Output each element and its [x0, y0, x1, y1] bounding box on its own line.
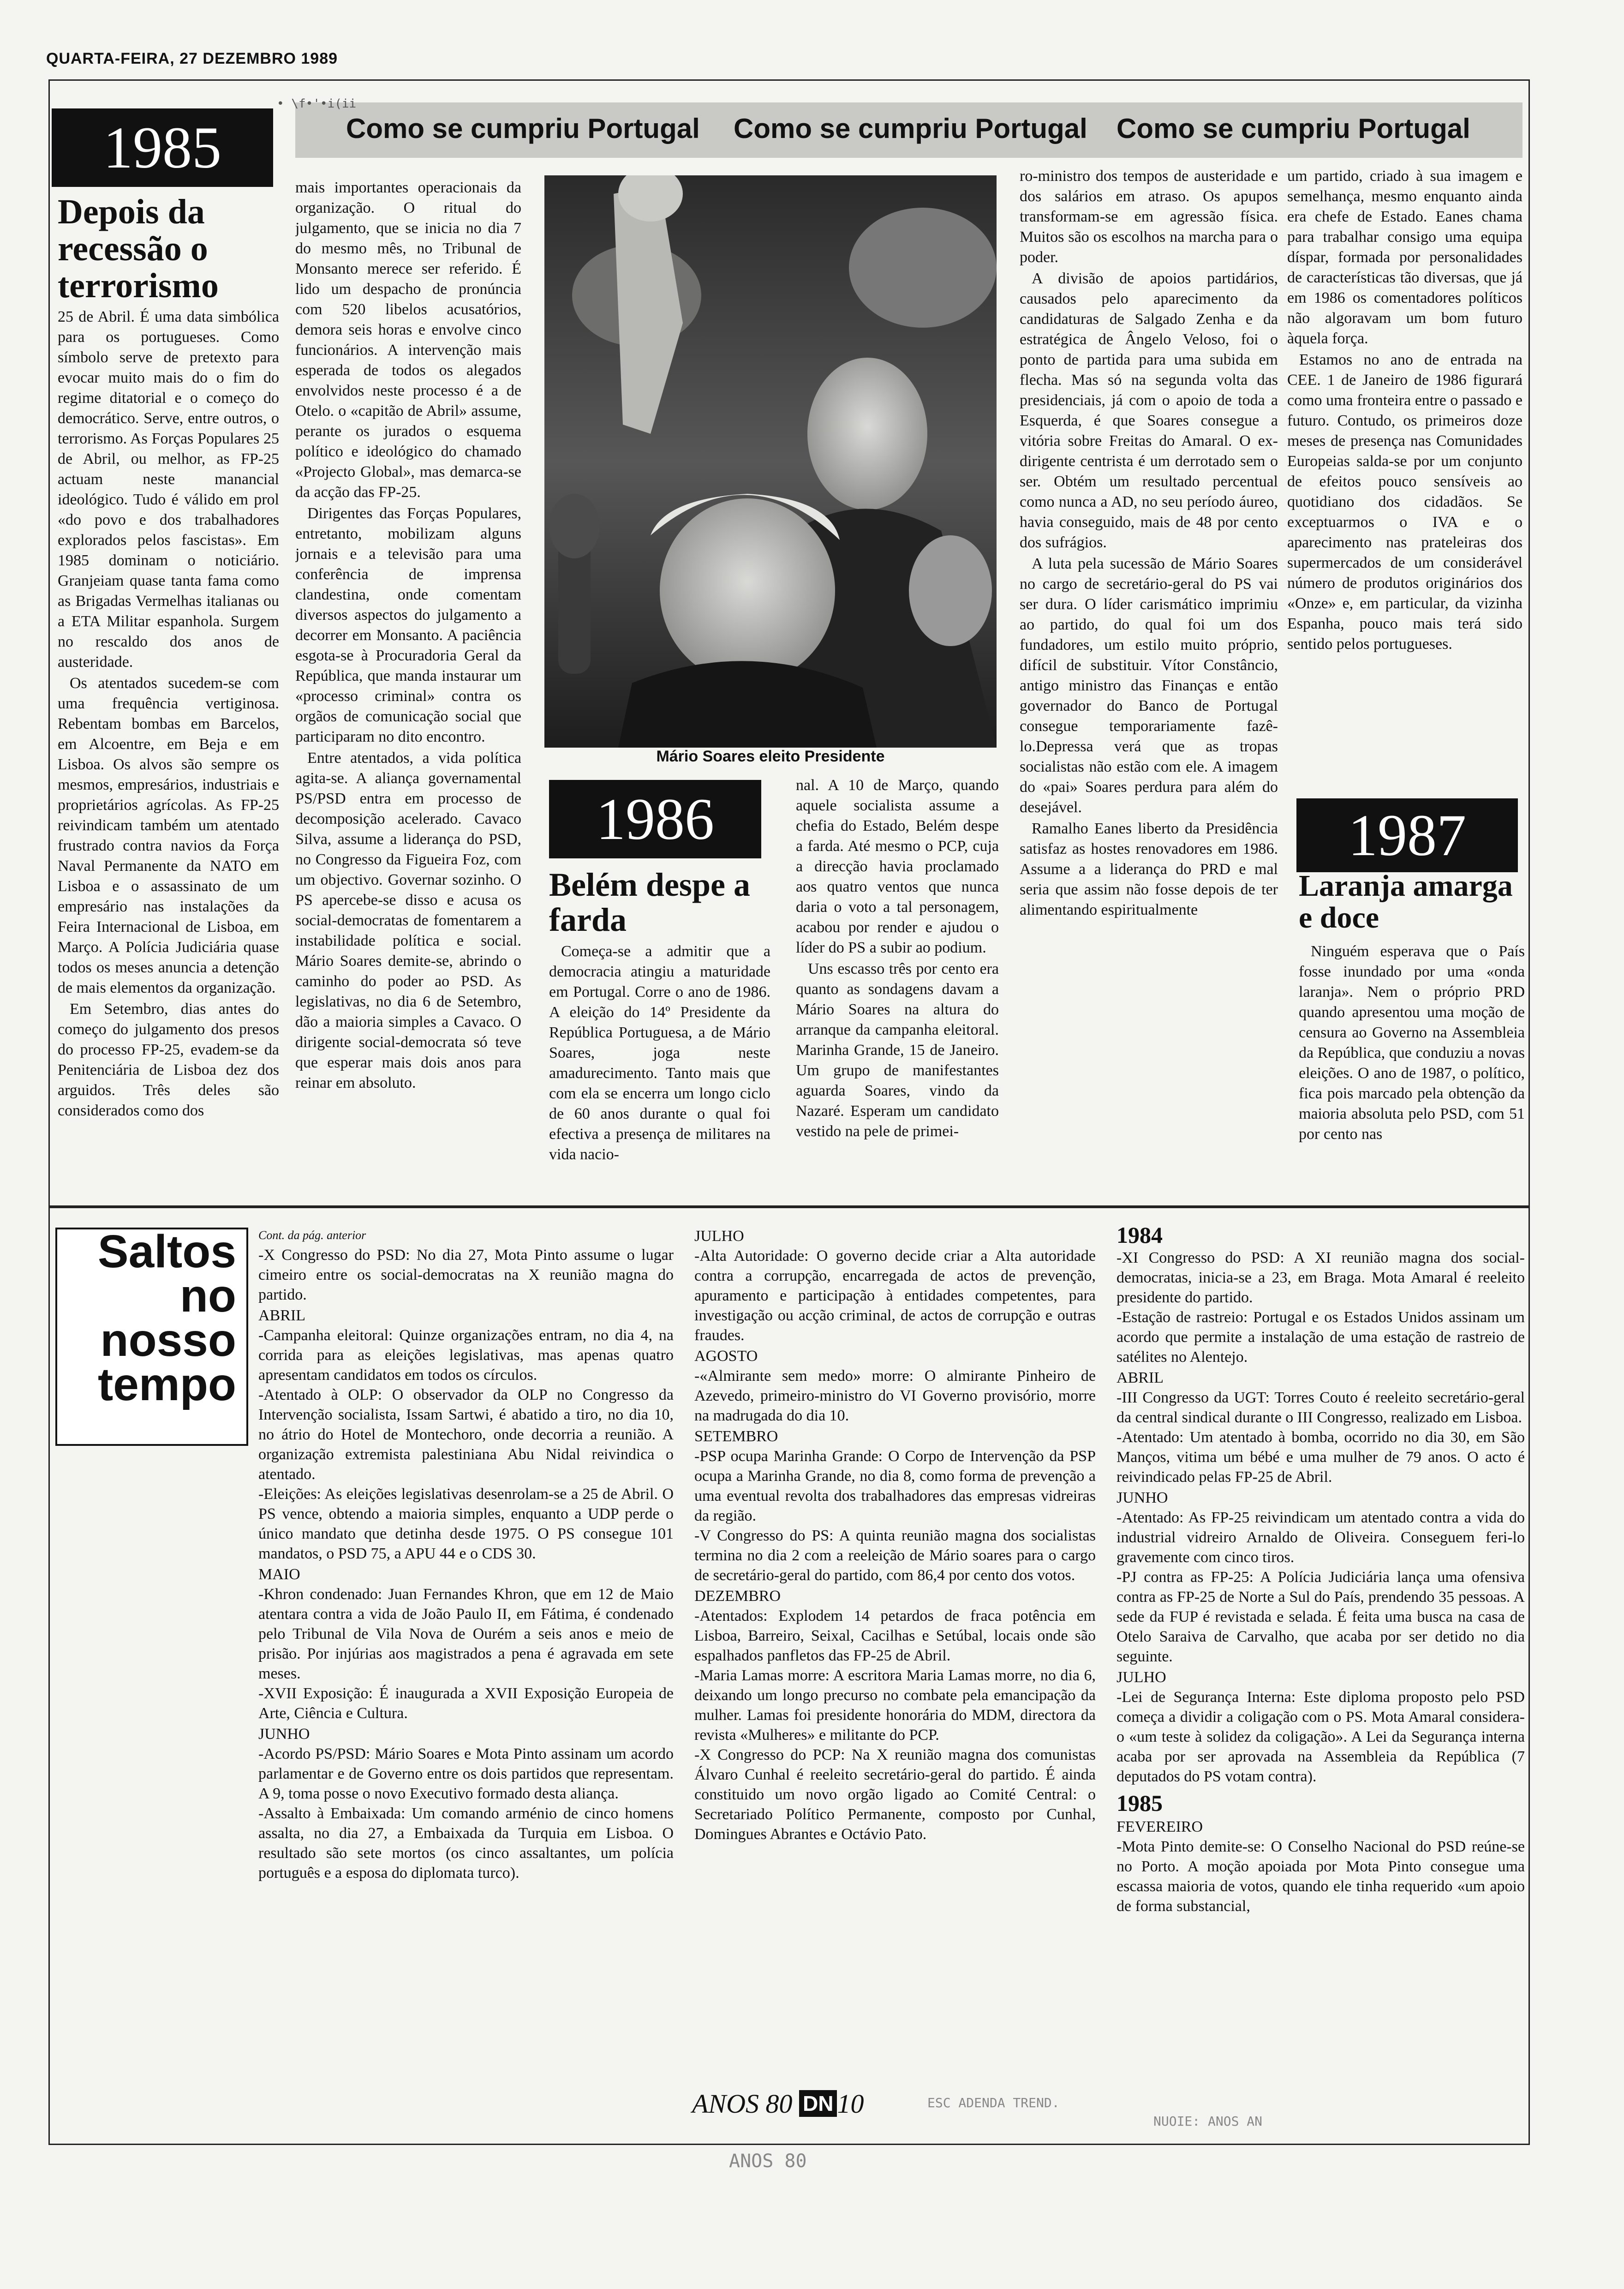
- saltos-title-line: tempo: [98, 1359, 236, 1410]
- timeline-entry: -X Congresso do PSD: No dia 27, Mota Pinto assume o lugar cimeiro entre os social-democratas na X reunião magna do partido.: [258, 1246, 674, 1303]
- paragraph: mais importantes operacionais da organização. O ritual do julgamento, que se inicia no dia 7 do mesmo mês, no Tribunal de Monsanto merece ser referido. É lido um despacho de pronúncia com 520 libelos acusatórios, demora seis horas e envolve cinco funcionários. A intervenção mais esperada de todos os alegados envolvidos neste processo é a de Otelo. o «capitão de Abril» assume, perante os jurados o esquema político e ideológico do chamado «Projecto Global», mas demarca-se da acção das FP-25.: [295, 179, 521, 501]
- timeline-entry: -Atentados: Explodem 14 petardos de fraca potência em Lisboa, Barreiro, Seixal, Cacilhas e Setúbal, locais onde são espalhados panfletos das FP-25 de Abril.: [694, 1607, 1096, 1664]
- photo-mario-soares: [544, 175, 997, 748]
- headline-1985: Depois da recessão o terrorismo: [58, 192, 219, 305]
- page-number: 10: [837, 2089, 864, 2119]
- timeline-col3: [1116, 1218, 1525, 2132]
- paragraph: ro-ministro dos tempos de austeridade e dos salários em atraso. Os apupos transformam-se em agressão física. Muitos são os escolhos na marcha para o poder.: [1020, 168, 1278, 266]
- footer-label: ANOS 80: [692, 2089, 793, 2119]
- timeline-month: JUNHO: [258, 1726, 310, 1743]
- timeline-entry: -Alta Autoridade: O governo decide criar a Alta autoridade contra a corrupção, encarregada de actos de prevenção, apuramento e participação à entidades competentes, para investigação ou acção criminal, de actos de corrupção e outras fraudes.: [694, 1247, 1096, 1344]
- timeline-entry: -Eleições: As eleições legislativas desenrolam-se a 25 de Abril. O PS vence, obtendo a maioria simples, enquanto a UDP perde o único mandato que detinha desde 1975. O PS consegue 101 mandatos, o PSD 75, a APU 44 e o CDS 30.: [258, 1486, 674, 1562]
- year-1986-box: 1986: [549, 780, 761, 858]
- timeline-entry: -Campanha eleitoral: Quinze organizações entram, no dia 4, na corrida para as eleições legislativas, mas apenas quatro apresentam candidatos em todos os círculos.: [258, 1327, 674, 1384]
- timeline-entry: -PSP ocupa Marinha Grande: O Corpo de Intervenção da PSP ocupa a Marinha Grande, no dia 8, como forma de prevenção a uma eventual revolta dos trabalhadores das empresas vidreiras da região.: [694, 1448, 1096, 1524]
- paragraph: um partido, criado à sua imagem e semelhança, mesmo enquanto ainda era chefe de Estado. Eanes chama para trabalhar consigo uma equipa díspar, formada por personalidades de características tão diversas, que já em 1986 os comentadores políticos não algoravam um bom futuro àquela força.: [1287, 168, 1522, 347]
- paragraph: A luta pela sucessão de Mário Soares no cargo de secretário-geral do PS vai ser dura. O líder carismático imprimiu ao partido, do qual foi um dos fundadores, um estilo muito próprio, difícil de substituir. Vítor Constâncio, antigo ministro das Finanças e então governador do Banco de Portugal consegue temporariamente fazê-lo.Depressa verá que as tropas socialistas não estão com ele. A imagem do «pai» Soares perdura para além do desejável.: [1020, 555, 1278, 816]
- timeline-entry: -Assalto à Embaixada: Um comando arménio de cinco homens assalta, no dia 27, a Embaixada da Turquia em Lisboa. O resultado são sete mortos (os cinco assaltantes, um polícia português e a esposa do diplomata turco).: [258, 1805, 674, 1882]
- dn-logo: DN: [799, 2090, 837, 2117]
- paragraph: A divisão de apoios partidários, causados pelo aparecimento da candidaturas de Salgado Zenha e da estratégica de Ângelo Veloso, foi o ponto de partida para uma subida em flecha. Mas só na segunda volta das presidenciais, já com o apoio de toda a Esquerda, é que Soares consegue a vitória sobre Freitas do Amaral. O ex-dirigente centrista é um derrotado sem o ser. Obtém um resultado percentual como nunca a AD, no seu período áureo, havia conseguido, mais de 48 por cento dos sufrágios.: [1020, 270, 1278, 551]
- headline-1987: Laranja amarga e doce: [1299, 869, 1513, 935]
- timeline-month: DEZEMBRO: [694, 1588, 781, 1605]
- timeline-entry: -Atentado: Um atentado à bomba, ocorrido no dia 30, em São Manços, vitima um bébé e uma mulher de 79 anos. O acto é reivindicado pelas FP-25 de Abril.: [1116, 1429, 1525, 1486]
- timeline-entry: -Lei de Segurança Interna: Este diploma proposto pelo PSD começa a dividir a coligação com o PS. Mota Amaral considera-o «um teste à solidez da coligação». A Lei da Segurança interna acaba por ser aprovada na Assembleia da República (7 deputados do PS votam contra).: [1116, 1689, 1525, 1785]
- crowd-photo-illustration: [544, 175, 997, 748]
- timeline-entry: -Atentado: As FP-25 reivindicam um atentado contra a vida do industrial vidreiro Arnaldo de Oliveira. Conseguem feri-lo gravemente com cinco tiros.: [1116, 1509, 1525, 1566]
- timeline-entry: -Atentado à OLP: O observador da OLP no Congresso da Intervenção socialista, Issam Sartwi, é abatido a tiro, no dia 10, no átrio do Hotel de Montechoro, onde decorria a reunião. A organização extremista palestiniana Abu Nidal reivindica o atentado.: [258, 1386, 674, 1483]
- timeline-entry: -PJ contra as FP-25: A Polícia Judiciária lança uma ofensiva contra as FP-25 de Norte a Sul do País, prendendo 35 pessoas. A sede da FUP é revistada e selada. É feita uma busca na casa de Otelo Saraiva de Carvalho, que acaba por ser detido no dia seguinte.: [1116, 1569, 1525, 1665]
- page-footer: [692, 2088, 864, 2119]
- scrap-text: • \f•'•i(ii: [277, 97, 357, 111]
- timeline-entry: -V Congresso do PS: A quinta reunião magna dos socialistas termina no dia 2 com a reeleição de Mário soares para o cargo de secretário-geral do partido, com 86,4 por cento dos votos.: [694, 1527, 1096, 1584]
- timeline-entry: -«Almirante sem medo» morre: O almirante Pinheiro de Azevedo, primeiro-ministro do VI Governo provisório, morre na madrugada do dia 10.: [694, 1367, 1096, 1424]
- timeline-entry: -X Congresso do PCP: Na X reunião magna dos comunistas Álvaro Cunhal é reeleito secretário-geral do partido. É ainda constituido um novo orgão ligado ao Comité Central: o Secretariado Político Permanente, composto por Cunhal, Domingues Abrantes e Octávio Pato.: [694, 1746, 1096, 1843]
- paragraph: Ramalho Eanes liberto da Presidência satisfaz as hostes renovadores em 1986. Assume a a liderança do PRD e mal seria que assim não fosse depois de ter alimentando espiritualmente: [1020, 820, 1278, 918]
- timeline-month: JULHO: [1116, 1669, 1166, 1686]
- timeline-month: FEVEREIRO: [1116, 1818, 1203, 1835]
- article-1986-col2: [796, 775, 999, 1198]
- running-header-2: Como se cumpriu Portugal: [734, 113, 1087, 144]
- paragraph: Uns escasso três por cento era quanto as sondagens davam a Mário Soares na altura do arranque da campanha eleitoral. Marinha Grande, 15 de Janeiro. Um grupo de manifestantes aguarda Soares, vindo da Nazaré. Esperam um candidato vestido na pele de primei-: [796, 960, 999, 1140]
- running-header-3: Como se cumpriu Portugal: [1116, 113, 1470, 144]
- timeline-entry: -XI Congresso do PSD: A XI reunião magna dos social-democratas, inicia-se a 23, em Braga. Mota Amaral é reeleito presidente do partido.: [1116, 1249, 1525, 1306]
- headline-1986: Belém despe a farda: [549, 866, 750, 938]
- running-header-1: Como se cumpriu Portugal: [346, 113, 700, 144]
- timeline-entry: -Khron condenado: Juan Fernandes Khron, que em 12 de Maio atentara contra a vida de João Paulo II, em Fátima, é condenado pelo Tribunal de Vila Nova de Ourém a seis anos e meio de prisão. Por injúrias aos magistrados a pena é agravada em sete meses.: [258, 1586, 674, 1682]
- dateline: QUARTA-FEIRA, 27 DEZEMBRO 1989: [46, 50, 338, 67]
- photo-caption: Mário Soares eleito Presidente: [656, 748, 885, 765]
- timeline-month: SETEMBRO: [694, 1428, 778, 1445]
- timeline-entry: -III Congresso da UGT: Torres Couto é reeleito secretário-geral da central sindical durante o III Congresso, realizado em Lisboa.: [1116, 1389, 1525, 1426]
- paragraph: Os atentados sucedem-se com uma frequência vertiginosa. Rebentam bombas em Barcelos, em Alcoentre, em Beja e em Lisboa. Os alvos são sempre os mesmos, empresários, industriais e proprietários agrícolas. As FP-25 reivindicam também um atentado frustrado contra navios da Força Naval Permanente da NATO em Lisboa e o assassinato de um empresário nas instalações da Feira Internacional de Lisboa, em Março. A Polícia Judiciária quase todos os meses anuncia a detenção de mais elementos da organização.: [58, 675, 279, 996]
- saltos-title-box: [55, 1228, 248, 1446]
- article-1987-col1: [1299, 941, 1525, 1198]
- timeline-entry: -Mota Pinto demite-se: O Conselho Nacional do PSD reúne-se no Porto. A moção apoiada por Mota Pinto consegue uma escassa maioria de votos, quando ele tinha requerido «um apoio de forma substancial,: [1116, 1838, 1525, 1915]
- timeline-col2: [694, 1225, 1096, 2134]
- stamp-text: NUOIE: ANOS AN: [1153, 2114, 1263, 2129]
- saltos-title-line: Saltos: [97, 1226, 236, 1277]
- timeline-entry: -XVII Exposição: É inaugurada a XVII Exposição Europeia de Arte, Ciência e Cultura.: [258, 1685, 674, 1722]
- continued-note: Cont. da pág. anterior: [258, 1228, 366, 1242]
- paragraph: Entre atentados, a vida política agita-se. A aliança governamental PS/PSD entra em processo de decomposição acelerado. Cavaco Silva, assume a liderança do PSD, no Congresso da Figueira Foz, com um objectivo. Governar sozinho. O PS apercebe-se disso e acusa os social-democratas de fomentarem a instabilidade política e social. Mário Soares demite-se, abrindo o caminho do poder ao PSD. As legislativas, no dia 6 de Setembro, dão a maioria simples a Cavaco. O dirigente social-democrata só teve que esperar mais dois anos para reinar em absoluto.: [295, 749, 521, 1091]
- year-1987-box: 1987: [1296, 798, 1518, 872]
- stamp-text: ANOS 80: [729, 2151, 807, 2172]
- paragraph: 25 de Abril. É uma data simbólica para os portugueses. Como símbolo serve de pretexto para evocar muito mais do o fim do regime ditatorial e o começo do democrático. Serve, entre outros, o terrorismo. As Forças Populares 25 de Abril, ou melhor, as FP-25 actuam neste manancial ideológico. Tudo é válido em prol «do povo e dos trabalhadores explorados pelos fascistas». Em 1985 dominam o noticiário. Granjeiam quase tanta fama como as Brigadas Vermelhas italianas ou a ETA Militar espanhola. Surgem no rescaldo dos anos de austeridade.: [58, 308, 279, 671]
- timeline-month: MAIO: [258, 1566, 300, 1583]
- saltos-title-line: nosso: [100, 1314, 236, 1366]
- article-1985-col1: [58, 307, 279, 1198]
- article-1986-col4: [1287, 166, 1522, 785]
- timeline-month: JULHO: [694, 1228, 744, 1245]
- article-1985-col2: [295, 178, 521, 1198]
- article-1986-col1: [549, 941, 770, 1198]
- timeline-year: 1985: [1116, 1790, 1163, 1816]
- paragraph: Dirigentes das Forças Populares, entretanto, mobilizam alguns jornais e a televisão para uma conferência de imprensa clandestina, onde comentam diversos aspectos do julgamento a decorrer em Monsanto. A paciência esgota-se à Procuradoria Geral da República, que manda instaurar um «processo criminal» contra os orgãos de comunicação social que participaram no dito encontro.: [295, 505, 521, 745]
- timeline-entry: -Estação de rastreio: Portugal e os Estados Unidos assinam um acordo que permite a instalação de uma estação de rastreio de satélites no Alentejo.: [1116, 1309, 1525, 1366]
- article-1986-col3: [1020, 166, 1278, 1198]
- paragraph: Em Setembro, dias antes do começo do julgamento dos presos do processo FP-25, evadem-se da Penitenciária de Lisboa dez dos arguidos. Três deles são considerados como dos: [58, 1001, 279, 1119]
- paragraph: Estamos no ano de entrada na CEE. 1 de Janeiro de 1986 figurará como uma fronteira entre o passado e futuro. Contudo, os primeiros doze meses de presença nas Comunidades Europeias salda-se por um conjunto de efeitos pouco sensíveis ao quotidiano dos cidadãos. Se exceptuarmos o IVA e o aparecimento nas prateleiras dos supermercados de um considerável número de produtos originários dos «Onze» e, em particular, da vizinha Espanha, pouco mais terá sido sentido pelos portugueses.: [1287, 351, 1522, 653]
- paragraph: Começa-se a admitir que a democracia atingiu a maturidade em Portugal. Corre o ano de 1986. A eleição do 14º Presidente da República Portuguesa, a de Mário Soares, joga neste amadurecimento. Tanto mais que com ela se encerra um longo ciclo de 60 anos durante o qual foi efectiva a presença de militares na vida nacio-: [549, 943, 770, 1163]
- timeline-entry: -Acordo PS/PSD: Mário Soares e Mota Pinto assinam um acordo parlamentar e de Governo entre os dois partidos que representam. A 9, toma posse o novo Executivo formado desta aliança.: [258, 1745, 674, 1802]
- timeline-year: 1984: [1116, 1222, 1163, 1248]
- timeline-month: ABRIL: [258, 1307, 305, 1324]
- paragraph: Ninguém esperava que o País fosse inundado por uma «onda laranja». Nem o próprio PRD quando apresentou uma moção de censura ao Governo na Assembleia da República, que conduziu a novas eleições. O ano de 1987, o político, fica pois marcado pela obtenção da maioria absoluta pelo PSD, com 51 por cento nas: [1299, 943, 1525, 1143]
- timeline-entry: -Maria Lamas morre: A escritora Maria Lamas morre, no dia 6, deixando um longo precurso no combate pela emancipação da mulher. Lamas foi presidente honorária do MDM, directora da revista «Mulheres» e militante do PCP.: [694, 1667, 1096, 1744]
- timeline-month: JUNHO: [1116, 1489, 1168, 1506]
- saltos-title-line: no: [179, 1270, 236, 1322]
- year-1985-box: 1985: [52, 108, 273, 187]
- paragraph: nal. A 10 de Março, quando aquele socialista assume a chefia do Estado, Belém despe a farda. Até mesmo o PCP, cuja a direcção havia proclamado aos quatro ventos que nunca daria o voto a tal personagem, acabou por render e ajudou o líder do PS a subir ao podium.: [796, 777, 999, 956]
- stamp-text: ESC ADENDA TREND.: [927, 2095, 1060, 2110]
- timeline-col1: [258, 1225, 674, 2134]
- running-header-bar: [295, 102, 1522, 158]
- timeline-month: AGOSTO: [694, 1348, 758, 1365]
- timeline-month: ABRIL: [1116, 1369, 1164, 1386]
